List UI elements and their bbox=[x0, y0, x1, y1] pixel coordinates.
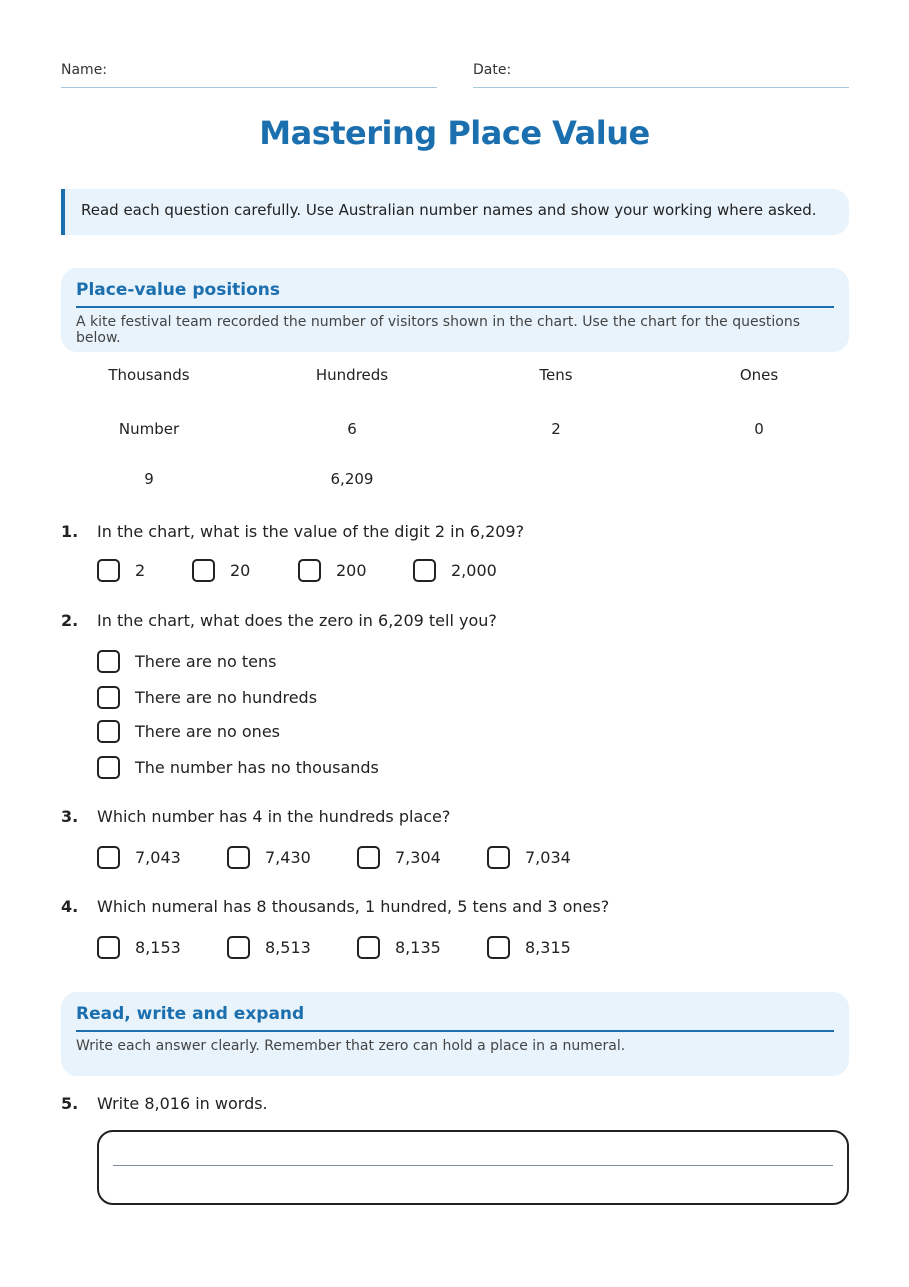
option-label: There are no tens bbox=[135, 651, 277, 671]
chart-cell: 2 bbox=[551, 420, 561, 438]
checkbox[interactable] bbox=[357, 846, 380, 869]
question-number: 2. bbox=[61, 611, 79, 630]
checkbox[interactable] bbox=[97, 650, 120, 673]
answer-option[interactable] bbox=[97, 556, 145, 584]
chart-cell: 6,209 bbox=[330, 470, 374, 488]
answer-option[interactable] bbox=[357, 933, 441, 961]
chart-cell: Thousands bbox=[108, 366, 190, 384]
checkbox[interactable] bbox=[487, 846, 510, 869]
answer-option[interactable] bbox=[97, 843, 181, 871]
section-description: Write each answer clearly. Remember that zero can hold a place in a numeral. bbox=[76, 1038, 626, 1054]
section-place-value bbox=[61, 268, 849, 352]
option-label: 8,315 bbox=[525, 937, 571, 957]
answer-option[interactable] bbox=[97, 717, 280, 745]
option-label: 8,135 bbox=[395, 937, 441, 957]
name-label: Name: bbox=[61, 62, 108, 78]
option-label: 20 bbox=[230, 560, 251, 580]
section-title: Read, write and expand bbox=[76, 1004, 834, 1032]
page-title: Mastering Place Value bbox=[259, 114, 650, 152]
checkbox[interactable] bbox=[413, 559, 436, 582]
section-title: Place-value positions bbox=[76, 280, 834, 308]
answer-option[interactable] bbox=[97, 647, 276, 675]
writing-line bbox=[113, 1165, 833, 1166]
chart-cell: Tens bbox=[539, 366, 573, 384]
date-field[interactable] bbox=[473, 62, 849, 78]
question-number: 5. bbox=[61, 1094, 79, 1113]
checkbox[interactable] bbox=[97, 686, 120, 709]
chart-cell: Number bbox=[118, 420, 180, 438]
question-number: 3. bbox=[61, 807, 79, 826]
question-text: Which number has 4 in the hundreds place? bbox=[97, 807, 451, 826]
instructions-callout: Read each question carefully. Use Australian number names and show your working where asked. bbox=[61, 189, 849, 235]
question-text: Which numeral has 8 thousands, 1 hundred, 5 tens and 3 ones? bbox=[97, 897, 610, 916]
answer-option[interactable] bbox=[97, 683, 317, 711]
answer-option[interactable] bbox=[298, 556, 367, 584]
checkbox[interactable] bbox=[227, 936, 250, 959]
checkbox[interactable] bbox=[97, 559, 120, 582]
name-underline bbox=[61, 87, 437, 88]
question-text: Write 8,016 in words. bbox=[97, 1094, 268, 1113]
checkbox[interactable] bbox=[97, 756, 120, 779]
answer-option[interactable] bbox=[192, 556, 250, 584]
chart-cell: Ones bbox=[739, 366, 779, 384]
option-label: There are no hundreds bbox=[135, 687, 318, 707]
option-label: There are no ones bbox=[135, 721, 280, 741]
chart-cell: 0 bbox=[754, 420, 764, 438]
chart-cell: 6 bbox=[347, 420, 357, 438]
checkbox[interactable] bbox=[227, 846, 250, 869]
option-label: 7,304 bbox=[395, 847, 441, 867]
question-text: In the chart, what does the zero in 6,209 tell you? bbox=[97, 611, 497, 630]
checkbox[interactable] bbox=[97, 936, 120, 959]
answer-option[interactable] bbox=[97, 753, 379, 781]
answer-option[interactable] bbox=[227, 933, 311, 961]
checkbox[interactable] bbox=[97, 846, 120, 869]
answer-option[interactable] bbox=[227, 843, 311, 871]
answer-option[interactable] bbox=[487, 933, 571, 961]
checkbox[interactable] bbox=[192, 559, 215, 582]
answer-option[interactable] bbox=[413, 556, 497, 584]
checkbox[interactable] bbox=[298, 559, 321, 582]
written-answer-box[interactable] bbox=[97, 1130, 849, 1205]
option-label: 8,153 bbox=[135, 937, 181, 957]
option-label: 2 bbox=[135, 560, 146, 580]
question-number: 4. bbox=[61, 897, 79, 916]
checkbox[interactable] bbox=[97, 720, 120, 743]
option-label: 7,043 bbox=[135, 847, 181, 867]
chart-cell: 9 bbox=[144, 470, 154, 488]
question-number: 1. bbox=[61, 522, 79, 541]
option-label: The number has no thousands bbox=[135, 757, 379, 777]
date-label: Date: bbox=[473, 62, 512, 78]
date-underline bbox=[473, 87, 849, 88]
option-label: 7,430 bbox=[265, 847, 311, 867]
chart-cell: Hundreds bbox=[315, 366, 389, 384]
option-label: 200 bbox=[336, 560, 367, 580]
question-text: In the chart, what is the value of the digit 2 in 6,209? bbox=[97, 522, 525, 541]
option-label: 2,000 bbox=[451, 560, 497, 580]
answer-option[interactable] bbox=[97, 933, 181, 961]
section-description: A kite festival team recorded the number of visitors shown in the chart. Use the chart for the questions below. bbox=[76, 314, 801, 346]
section-read-write bbox=[61, 992, 849, 1076]
option-label: 7,034 bbox=[525, 847, 571, 867]
checkbox[interactable] bbox=[487, 936, 510, 959]
option-label: 8,513 bbox=[265, 937, 311, 957]
answer-option[interactable] bbox=[487, 843, 571, 871]
answer-option[interactable] bbox=[357, 843, 441, 871]
name-field[interactable] bbox=[61, 62, 437, 78]
checkbox[interactable] bbox=[357, 936, 380, 959]
